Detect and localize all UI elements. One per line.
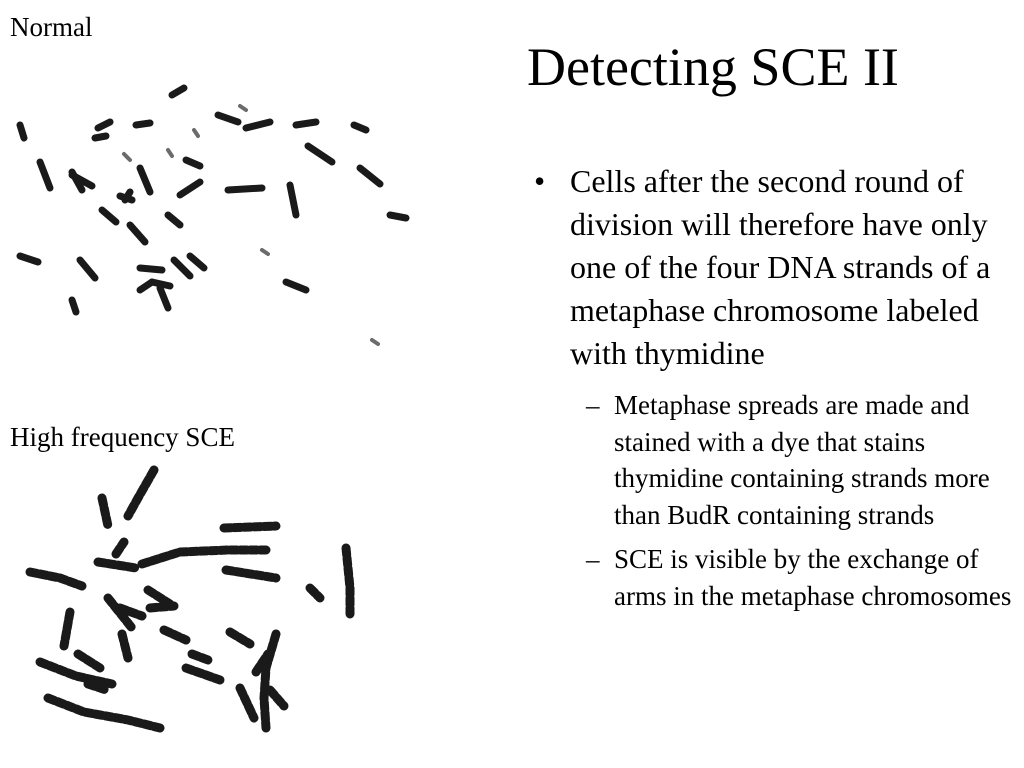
sub-bullet-text: SCE is visible by the exchange of arms in the metaphase chromosomes xyxy=(614,544,1012,611)
high-frequency-sce-label: High frequency SCE xyxy=(10,422,235,452)
slide-title: Detecting SCE II xyxy=(527,37,899,97)
bullet-mark: • xyxy=(534,163,546,199)
bullet-item xyxy=(530,160,1020,375)
sub-bullet-item xyxy=(530,541,1020,614)
normal-metaphase-spread-image xyxy=(0,50,430,350)
normal-image-label: Normal xyxy=(10,12,93,42)
sub-bullet-mark: – xyxy=(586,544,600,574)
sub-bullet-item xyxy=(530,387,1020,533)
bullet-text: Cells after the second round of division will therefore have only one of the four DNA strands of a metaphase chromosome labeled with thymidine xyxy=(570,163,991,371)
sub-bullet-list xyxy=(530,387,1020,614)
bullet-list xyxy=(530,160,1020,622)
high-frequency-sce-spread-image xyxy=(20,458,380,758)
sub-bullet-text: Metaphase spreads are made and stained with a dye that stains thymidine containing strands more than BudR containing strands xyxy=(614,390,990,530)
sub-bullet-mark: – xyxy=(586,390,600,420)
